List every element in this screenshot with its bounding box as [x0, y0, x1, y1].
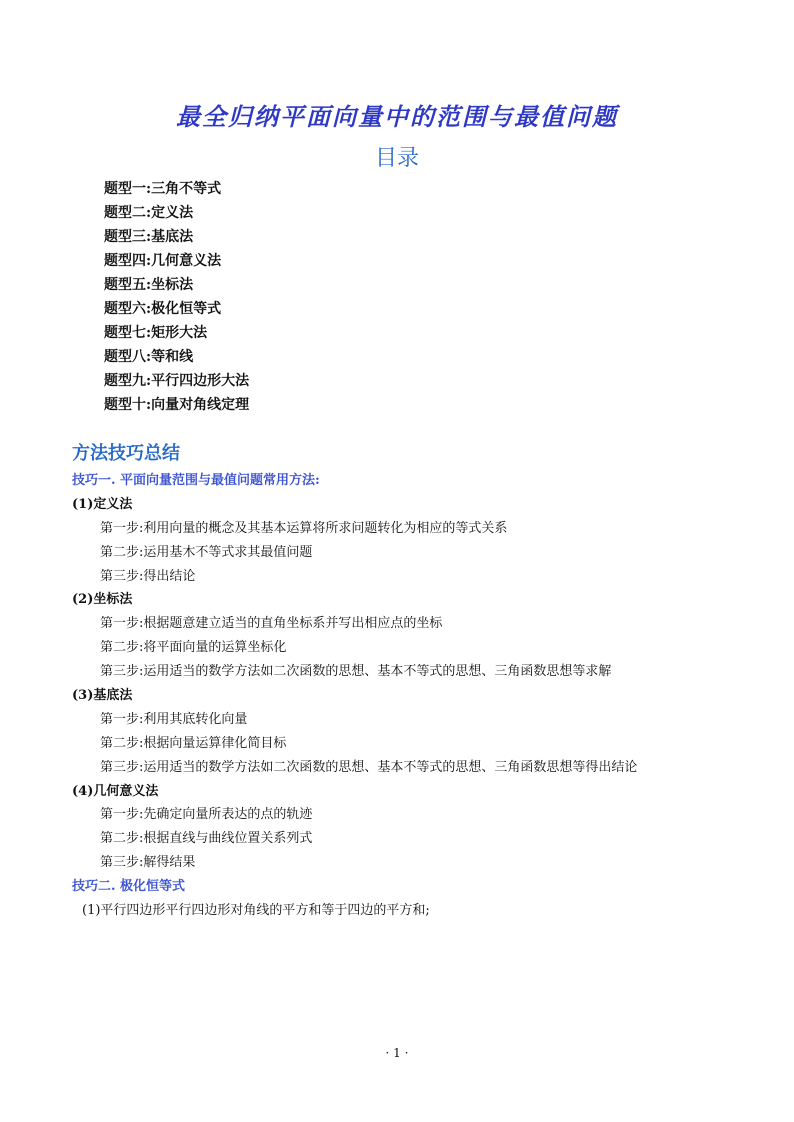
- method-summary: [72, 469, 772, 923]
- method-definition-step-2: 第二步:运用基木不等式求其最值问题: [100, 544, 313, 560]
- table-of-contents: [104, 177, 249, 417]
- toc-item-5[interactable]: 题型五:坐标法: [104, 277, 194, 293]
- method-basis-heading: (3)基底法: [72, 688, 133, 704]
- page-title: 最全归纳平面向量中的范围与最值问题: [176, 102, 618, 131]
- toc-item-2[interactable]: 题型二:定义法: [104, 205, 194, 221]
- method-basis-step-1: 第一步:利用其底转化向量: [100, 711, 248, 727]
- toc-item-4[interactable]: 题型四:几何意义法: [104, 253, 222, 269]
- toc-item-3[interactable]: 题型三:基底法: [104, 229, 194, 245]
- toc-item-1[interactable]: 题型一:三角不等式: [104, 181, 222, 197]
- method-definition-step-3: 第三步:得出结论: [100, 568, 196, 584]
- toc-item-10[interactable]: 题型十:向量对角线定理: [104, 397, 250, 413]
- page-number: · 1 ·: [385, 1046, 409, 1060]
- toc-item-9[interactable]: 题型九:平行四边形大法: [104, 373, 250, 389]
- method-geometric-step-1: 第一步:先确定向量所表达的点的轨迹: [100, 807, 313, 823]
- method-coordinate-step-2: 第二步:将平面向量的运算坐标化: [100, 640, 287, 656]
- skill-two-heading: 技巧二. 极化恒等式: [72, 879, 186, 895]
- toc-item-6[interactable]: 题型六:极化恒等式: [104, 301, 222, 317]
- method-coordinate-heading: (2)坐标法: [72, 592, 133, 608]
- method-basis-step-2: 第二步:根据向量运算律化简目标: [100, 735, 287, 751]
- method-basis-step-3: 第三步:运用适当的数学方法如二次函数的思想、基本不等式的思想、三角函数思想等得出结论: [100, 759, 638, 775]
- method-coordinate-step-1: 第一步:根据题意建立适当的直角坐标系并写出相应点的坐标: [100, 616, 443, 632]
- method-definition-heading: (1)定义法: [72, 496, 133, 512]
- section-title: 方法技巧总结: [72, 443, 180, 464]
- toc-heading: 目录: [374, 146, 419, 171]
- toc-item-7[interactable]: 题型七:矩形大法: [104, 325, 208, 341]
- method-coordinate-step-3: 第三步:运用适当的数学方法如二次函数的思想、基本不等式的思想、三角函数思想等求解: [100, 664, 612, 680]
- method-definition-step-1: 第一步:利用向量的概念及其基本运算将所求问题转化为相应的等式关系: [100, 520, 508, 536]
- skill-one-heading: 技巧一. 平面向量范围与最值问题常用方法:: [72, 473, 320, 488]
- method-geometric-heading: (4)几何意义法: [72, 783, 159, 799]
- toc-item-8[interactable]: 题型八:等和线: [104, 349, 194, 365]
- skill-two-point-1: (1)平行四边形平行四边形对角线的平方和等于四边的平方和;: [82, 903, 430, 919]
- method-geometric-step-2: 第二步:根据直线与曲线位置关系列式: [100, 831, 313, 847]
- method-geometric-step-3: 第三步:解得结果: [100, 855, 196, 871]
